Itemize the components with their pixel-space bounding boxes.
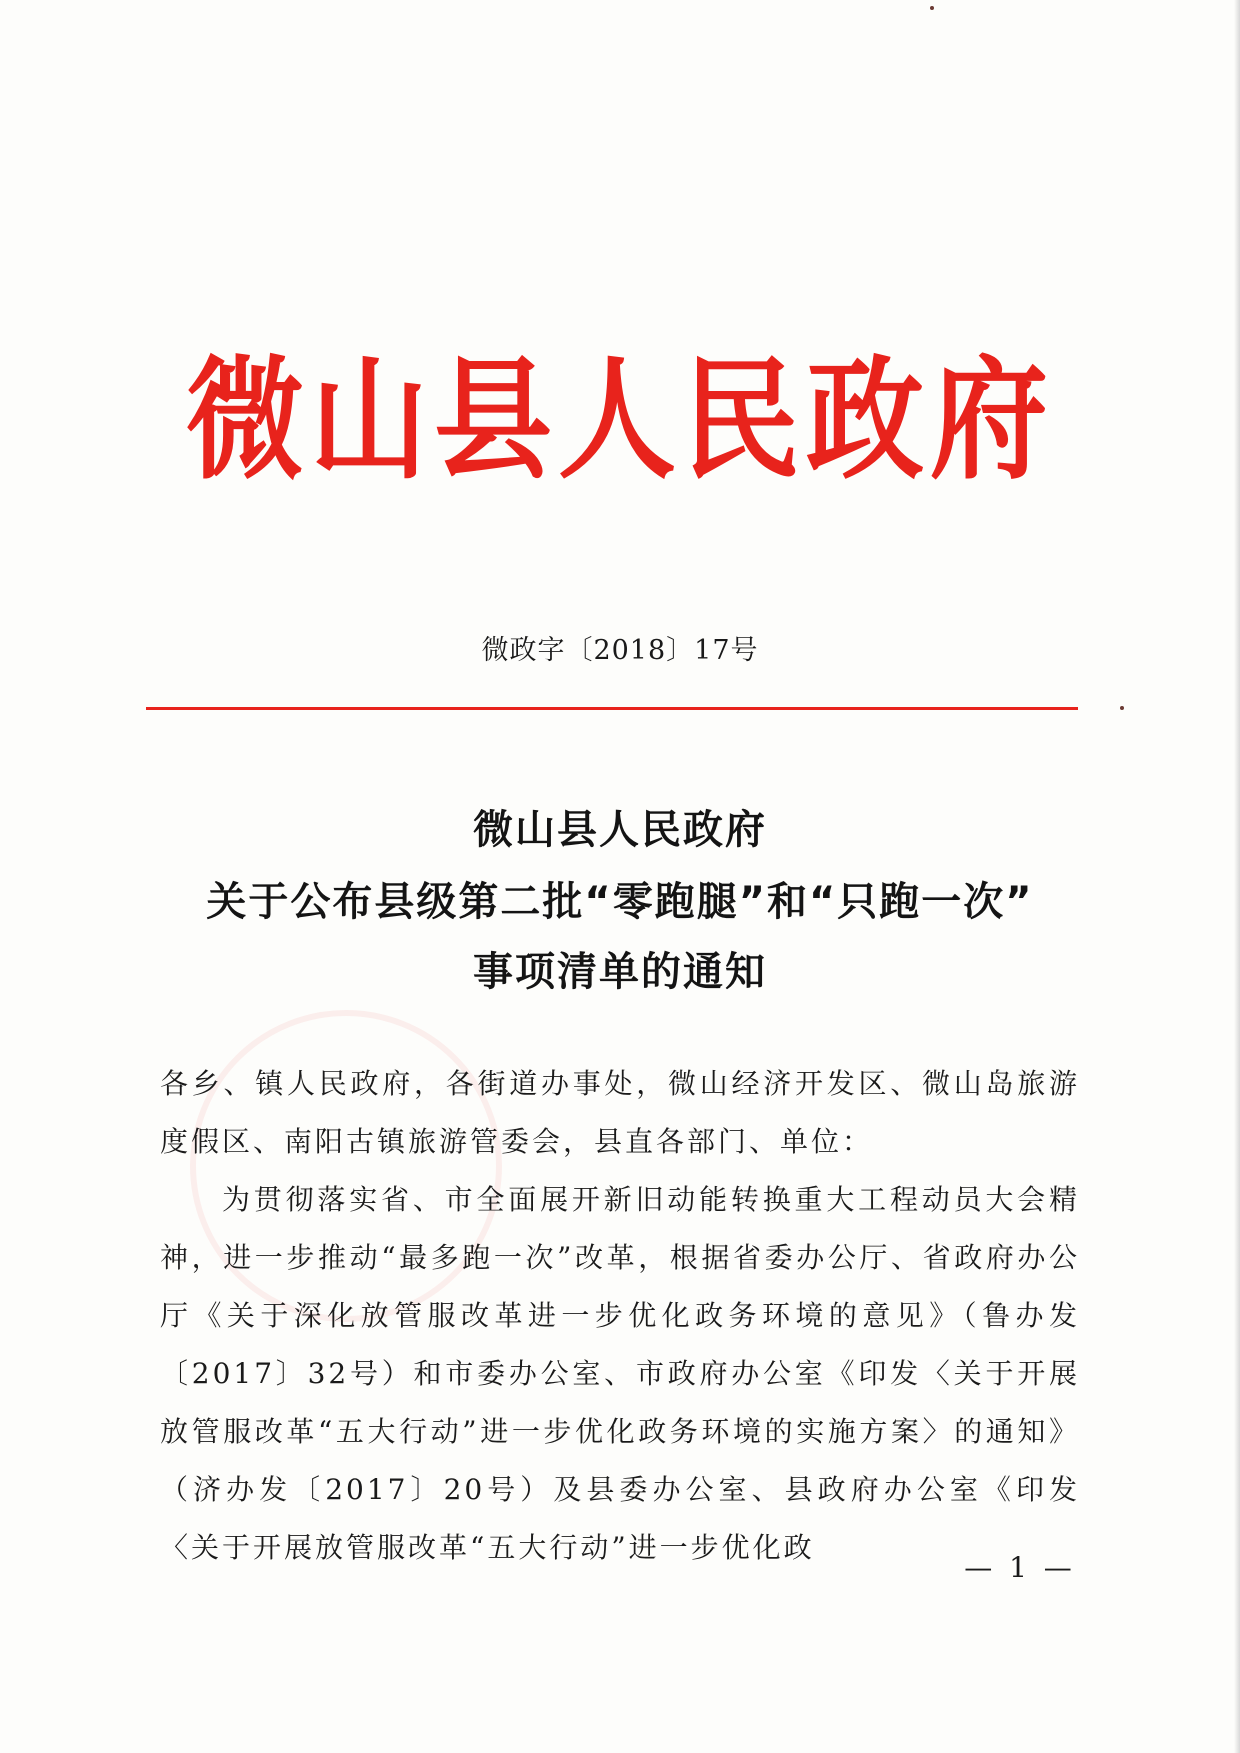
title-line-1: 微山县人民政府: [473, 807, 767, 853]
scan-speck: [930, 6, 934, 10]
scan-edge-shadow: [1234, 0, 1240, 1753]
title-line-3: 事项清单的通知: [473, 949, 767, 995]
document-body: [160, 1055, 1080, 1577]
title-line-2: 关于公布县级第二批“零跑腿”和“只跑一次”: [206, 879, 1034, 925]
page-number: — 1 —: [964, 1551, 1076, 1584]
addressee: 各乡、镇人民政府，各街道办事处，微山经济开发区、微山岛旅游度假区、南阳古镇旅游管委会，县直各部门、单位：: [160, 1067, 1080, 1158]
scan-speck: [1120, 706, 1124, 710]
body-paragraph: 为贯彻落实省、市全面展开新旧动能转换重大工程动员大会精神，进一步推动“最多跑一次”改革，根据省委办公厅、省政府办公厅《关于深化放管服改革进一步优化政务环境的意见》（鲁办发〔2017〕32号）和市委办公室、市政府办公室《印发〈关于开展放管服改革“五大行动”进一步优化政务环境的实施方案〉的通知》（济办发〔2017〕20号）及县委办公室、县政府办公室《印发〈关于开展放管服改革“五大行动”进一步优化政: [160, 1183, 1080, 1564]
letterhead-org-name: 微山县人民政府: [185, 342, 1054, 498]
document-number: 微政字〔2018〕17号: [481, 635, 759, 666]
red-divider-line: [146, 707, 1078, 710]
